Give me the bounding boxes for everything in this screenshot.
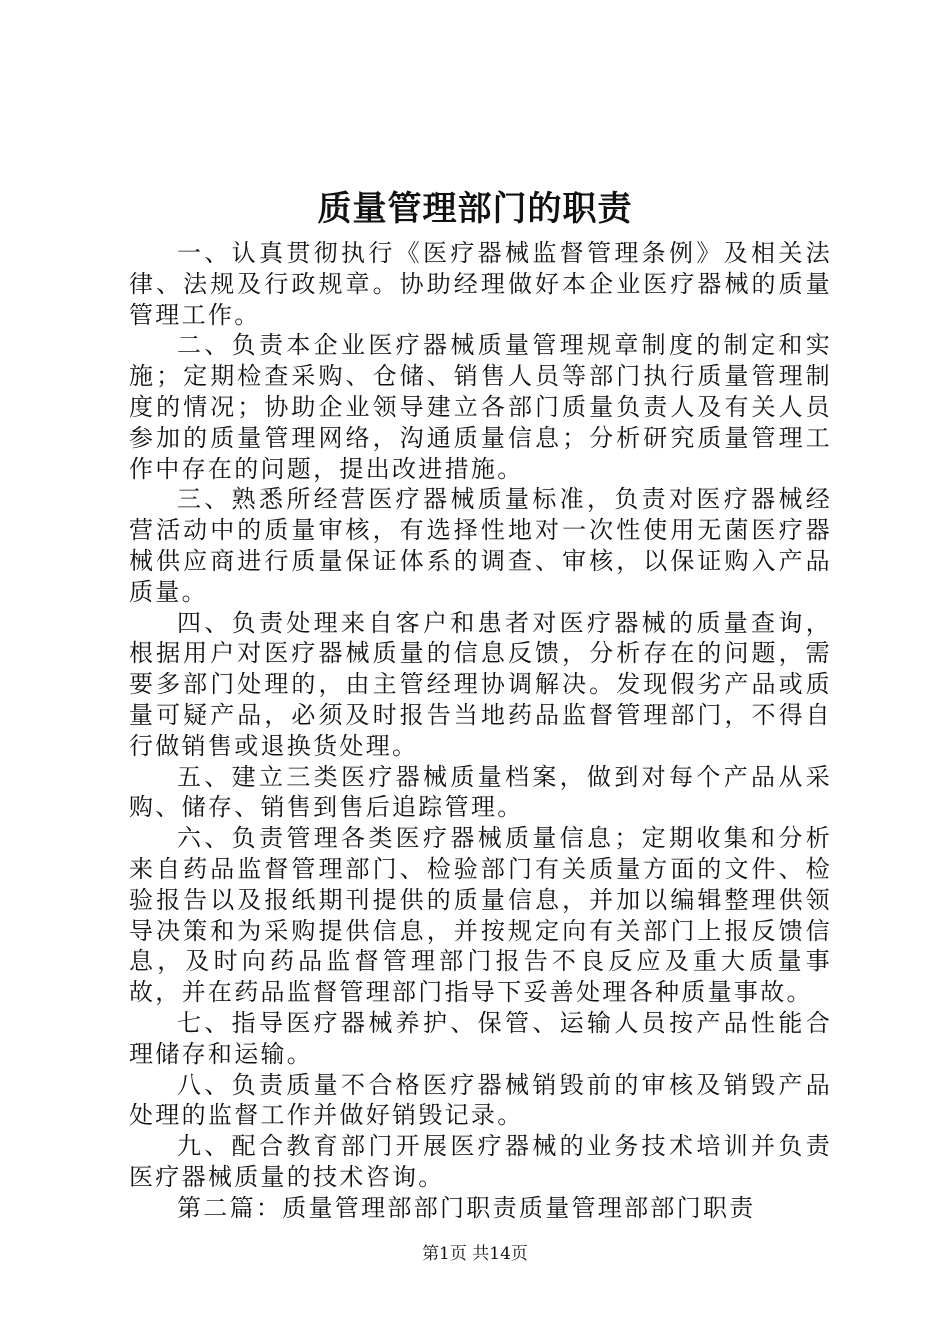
paragraph-8: 八、负责质量不合格医疗器械销毁前的审核及销毁产品处理的监督工作并做好销毁记录。 [129, 1070, 832, 1130]
document-title: 质量管理部门的职责 [317, 189, 633, 229]
paragraph-3: 三、熟悉所经营医疗器械质量标准，负责对医疗器械经营活动中的质量审核，有选择性地对一次性使用无菌医疗器械供应商进行质量保证体系的调查、审核，以保证购入产品质量。 [129, 485, 832, 606]
section-heading-part-two: 第二篇：质量管理部部门职责质量管理部部门职责 [177, 1193, 756, 1222]
paragraph-9: 九、配合教育部门开展医疗器械的业务技术培训并负责医疗器械质量的技术咨询。 [129, 1132, 832, 1191]
paragraph-5: 五、建立三类医疗器械质量档案，做到对每个产品从采购、储存、销售到售后追踪管理。 [129, 762, 832, 822]
document-body [129, 238, 832, 1224]
paragraph-2: 二、负责本企业医疗器械质量管理规章制度的制定和实施；定期检查采购、仓储、销售人员等部门执行质量管理制度的情况；协助企业领导建立各部门质量负责人及有关人员参加的质量管理网络，沟通质量信息；分析研究质量管理工作中存在的问题，提出改进措施。 [129, 331, 832, 483]
paragraph-6: 六、负责管理各类医疗器械质量信息；定期收集和分析来自药品监督管理部门、检验部门有关质量方面的文件、检验报告以及报纸期刊提供的质量信息，并加以编辑整理供领导决策和为采购提供信息，并按规定向有关部门上报反馈信息，及时向药品监督管理部门报告不良反应及重大质量事故，并在药品监督管理部门指导下妥善处理各种质量事故。 [129, 824, 832, 1007]
paragraph-7: 七、指导医疗器械养护、保管、运输人员按产品性能合理储存和运输。 [129, 1008, 832, 1068]
page-number-footer: 第1页 共14页 [422, 1244, 528, 1264]
paragraph-1: 一、认真贯彻执行《医疗器械监督管理条例》及相关法律、法规及行政规章。协助经理做好本企业医疗器械的质量管理工作。 [129, 239, 832, 329]
paragraph-4: 四、负责处理来自客户和患者对医疗器械的质量查询，根据用户对医疗器械质量的信息反馈，分析存在的问题，需要多部门处理的，由主管经理协调解决。发现假劣产品或质量可疑产品，必须及时报告当地药品监督管理部门，不得自行做销售或退换货处理。 [129, 608, 832, 760]
